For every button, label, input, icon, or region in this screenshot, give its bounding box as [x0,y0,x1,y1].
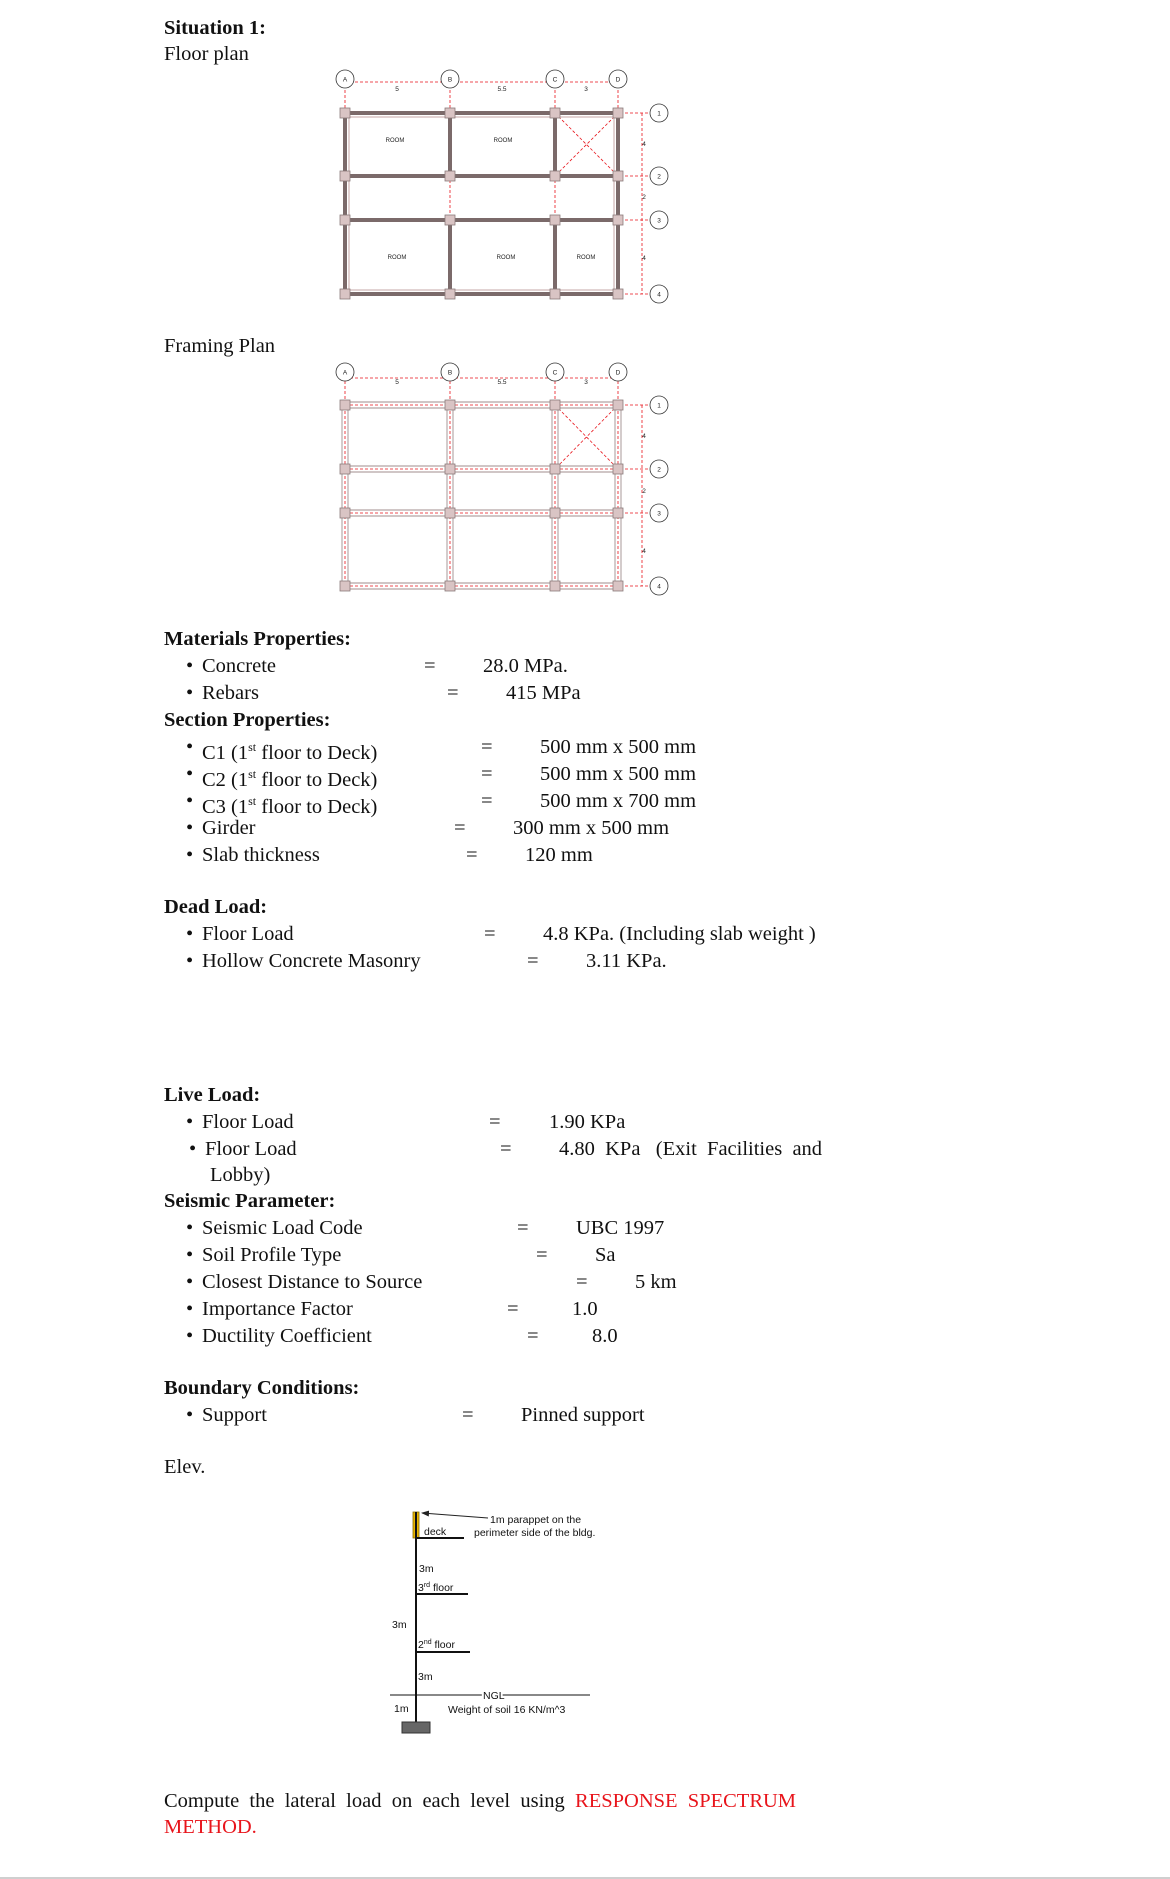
situation-title: Situation 1: [164,17,266,39]
height-label: 3m [418,1671,433,1683]
ngl-label: NGL [483,1690,505,1702]
section-slab-label: • Slab thickness [202,843,320,867]
elev-label: Elev. [164,1456,206,1478]
equals-sign: = [507,1298,519,1320]
equals-sign: = [454,817,466,839]
foundation-depth-label: 1m [394,1703,409,1715]
room-label: ROOM [493,138,513,144]
floor-plan-label: Floor plan [164,43,249,65]
framing-plan-label: Framing Plan [164,335,276,357]
soil-profile-label: • Soil Profile Type [202,1243,341,1267]
row-bubble-2: 2 [657,466,661,474]
equals-sign: = [527,1325,539,1347]
col-bubble-b: B [447,369,453,377]
support-label: • Support [202,1403,267,1427]
y-dim-23: 2 [642,194,646,201]
x-dim-ab: 5 [395,379,399,386]
importance-factor-label: • Importance Factor [202,1297,353,1321]
equals-sign: = [447,682,459,704]
section-c3-label: • C3 (1st floor to Deck) [202,789,377,819]
task-highlight-cont: METHOD. [164,1816,257,1838]
row-bubble-4: 4 [657,291,661,299]
section-c3-value: 500 mm x 700 mm [540,790,697,812]
second-floor-label: 2nd floor [418,1639,455,1651]
equals-sign: = [484,923,496,945]
equals-sign: = [517,1217,529,1239]
equals-sign: = [481,790,493,812]
third-floor-label: 3rd floor [418,1582,454,1594]
y-dim-34: 4 [642,255,646,262]
seismic-code-label: • Seismic Load Code [202,1216,363,1240]
support-value: Pinned support [521,1404,645,1426]
equals-sign: = [462,1404,474,1426]
height-label: 3m [392,1619,407,1631]
row-bubble-1: 1 [657,110,661,118]
framing-plan-drawing [320,356,680,608]
live-floor-load-2-label: • Floor Load [205,1137,297,1161]
equals-sign: = [481,736,493,758]
room-label: ROOM [576,255,596,261]
dead-floor-load-label: • Floor Load [202,922,294,946]
material-concrete-label: • Concrete [202,654,276,678]
col-bubble-a: A [342,369,348,377]
task-highlight: RESPONSE SPECTRUM [575,1790,797,1812]
material-rebars-value: 415 MPa [506,682,581,704]
live-floor-load-2-cont: Lobby) [210,1164,271,1186]
y-dim-34: 4 [642,548,646,555]
live-floor-load-label: • Floor Load [202,1110,294,1134]
row-bubble-2: 2 [657,173,661,181]
ductility-label: • Ductility Coefficient [202,1324,372,1348]
live-floor-load-2-value: 4.80 KPa (Exit Facilities and [559,1138,823,1160]
equals-sign: = [489,1111,501,1133]
seismic-heading: Seismic Parameter: [164,1190,336,1212]
y-dim-12: 4 [642,141,646,148]
section-girder-label: • Girder [202,816,256,840]
x-dim-bc: 5.5 [497,379,507,386]
deck-label: deck [424,1526,447,1538]
section-c2-label: • C2 (1st floor to Deck) [202,762,377,792]
col-bubble-a: A [342,76,348,84]
task-text: Compute the lateral load on each level using RESPONSE SPECTRUM [164,1790,797,1812]
section-c2-value: 500 mm x 500 mm [540,763,697,785]
col-bubble-d: D [615,76,621,84]
col-bubble-b: B [447,76,453,84]
col-bubble-d: D [615,369,621,377]
section-girder-value: 300 mm x 500 mm [513,817,670,839]
row-bubble-3: 3 [657,510,661,518]
section-slab-value: 120 mm [525,844,593,866]
equals-sign: = [576,1271,588,1293]
ductility-value: 8.0 [592,1325,618,1347]
row-bubble-3: 3 [657,217,661,225]
equals-sign: = [527,950,539,972]
dead-load-heading: Dead Load: [164,896,268,918]
parapet-note: perimeter side of the bldg. [474,1527,596,1539]
dead-masonry-label: • Hollow Concrete Masonry [202,949,421,973]
row-bubble-4: 4 [657,583,661,591]
x-dim-cd: 3 [584,86,588,93]
x-dim-ab: 5 [395,86,399,93]
section-c1-label: • C1 (1st floor to Deck) [202,735,377,765]
section-c1-value: 500 mm x 500 mm [540,736,697,758]
live-load-heading: Live Load: [164,1084,261,1106]
equals-sign: = [500,1138,512,1160]
material-concrete-value: 28.0 MPa. [483,655,568,677]
y-dim-12: 4 [642,433,646,440]
closest-distance-label: • Closest Distance to Source [202,1270,422,1294]
seismic-code-value: UBC 1997 [576,1217,665,1239]
room-label: ROOM [387,255,407,261]
materials-heading: Materials Properties: [164,628,351,650]
floor-plan-drawing [320,62,680,314]
soil-profile-value: Sa [595,1244,616,1266]
material-rebars-label: • Rebars [202,681,259,705]
x-dim-bc: 5.5 [497,86,507,93]
room-label: ROOM [385,138,405,144]
col-bubble-c: C [552,76,558,84]
elevation-drawing [380,1500,640,1740]
room-label: ROOM [496,255,516,261]
equals-sign: = [466,844,478,866]
section-heading: Section Properties: [164,709,331,731]
equals-sign: = [536,1244,548,1266]
row-bubble-1: 1 [657,402,661,410]
equals-sign: = [481,763,493,785]
live-floor-load-value: 1.90 KPa [549,1111,626,1133]
equals-sign: = [424,655,436,677]
dead-masonry-value: 3.11 KPa. [586,950,667,972]
dead-floor-load-value: 4.8 KPa. (Including slab weight ) [543,923,816,945]
boundary-heading: Boundary Conditions: [164,1377,360,1399]
y-dim-23: 2 [642,488,646,495]
col-bubble-c: C [552,369,558,377]
height-label: 3m [419,1563,434,1575]
x-dim-cd: 3 [584,379,588,386]
closest-distance-value: 5 km [635,1271,677,1293]
parapet-note: 1m parappet on the [490,1514,582,1526]
importance-factor-value: 1.0 [572,1298,598,1320]
soil-weight-label: Weight of soil 16 KN/m^3 [448,1704,566,1716]
